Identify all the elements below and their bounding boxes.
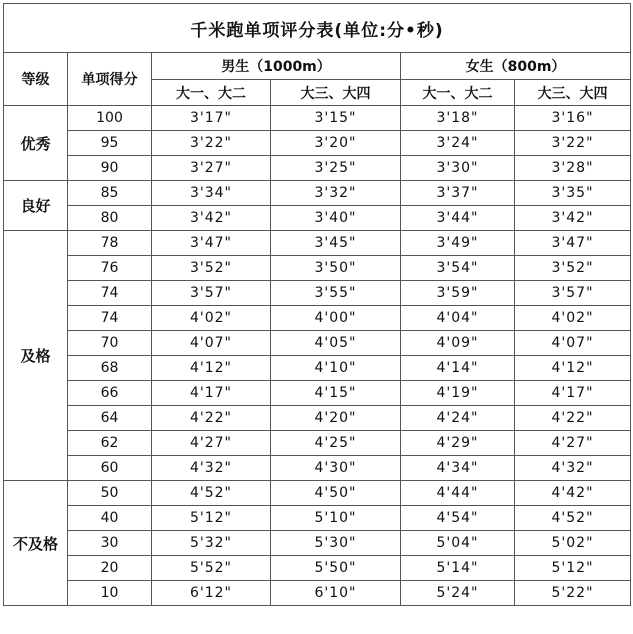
female-year12-time: 3'59" bbox=[401, 281, 515, 306]
male-year34-time: 5'10" bbox=[271, 506, 401, 531]
score-cell: 20 bbox=[68, 556, 152, 581]
male-year12-time: 4'17" bbox=[152, 381, 271, 406]
male-year34-time: 6'10" bbox=[271, 581, 401, 606]
score-header: 单项得分 bbox=[68, 53, 152, 106]
header-row-1 bbox=[4, 53, 631, 80]
table-row bbox=[4, 531, 631, 556]
male-year34-time: 3'20" bbox=[271, 131, 401, 156]
female-year34-time: 4'17" bbox=[515, 381, 631, 406]
male-year34-time: 3'15" bbox=[271, 106, 401, 131]
female-year12-time: 4'44" bbox=[401, 481, 515, 506]
female-year12-time: 4'34" bbox=[401, 456, 515, 481]
score-cell: 74 bbox=[68, 306, 152, 331]
male-year34-time: 3'32" bbox=[271, 181, 401, 206]
male-year12-time: 4'52" bbox=[152, 481, 271, 506]
score-cell: 50 bbox=[68, 481, 152, 506]
female-year34-time: 5'02" bbox=[515, 531, 631, 556]
table-row bbox=[4, 306, 631, 331]
female-year34-time: 5'22" bbox=[515, 581, 631, 606]
grade-cell: 及格 bbox=[4, 231, 68, 481]
female-year34-time: 3'52" bbox=[515, 256, 631, 281]
male-year12-time: 3'47" bbox=[152, 231, 271, 256]
grade-cell: 优秀 bbox=[4, 106, 68, 181]
table-row bbox=[4, 131, 631, 156]
grade-cell: 良好 bbox=[4, 181, 68, 231]
score-cell: 70 bbox=[68, 331, 152, 356]
male-year12-time: 3'22" bbox=[152, 131, 271, 156]
male-year34-time: 3'45" bbox=[271, 231, 401, 256]
female-year34-time: 3'35" bbox=[515, 181, 631, 206]
female-year12-time: 4'04" bbox=[401, 306, 515, 331]
male-year12-time: 3'17" bbox=[152, 106, 271, 131]
male-year12-time: 4'07" bbox=[152, 331, 271, 356]
female-year34-time: 4'22" bbox=[515, 406, 631, 431]
female-year12-time: 4'09" bbox=[401, 331, 515, 356]
score-cell: 95 bbox=[68, 131, 152, 156]
female-year12-time: 5'14" bbox=[401, 556, 515, 581]
score-cell: 66 bbox=[68, 381, 152, 406]
male-year12-time: 3'34" bbox=[152, 181, 271, 206]
score-cell: 90 bbox=[68, 156, 152, 181]
male-year34-header: 大三、大四 bbox=[271, 80, 401, 106]
female-year34-time: 4'02" bbox=[515, 306, 631, 331]
male-year34-time: 3'40" bbox=[271, 206, 401, 231]
female-year12-time: 4'54" bbox=[401, 506, 515, 531]
male-year12-time: 3'57" bbox=[152, 281, 271, 306]
male-year34-time: 5'50" bbox=[271, 556, 401, 581]
male-year34-time: 4'25" bbox=[271, 431, 401, 456]
female-year12-time: 4'19" bbox=[401, 381, 515, 406]
table-row bbox=[4, 231, 631, 256]
female-year34-time: 4'52" bbox=[515, 506, 631, 531]
table-row bbox=[4, 106, 631, 131]
score-cell: 62 bbox=[68, 431, 152, 456]
female-year12-time: 5'24" bbox=[401, 581, 515, 606]
female-year12-time: 4'14" bbox=[401, 356, 515, 381]
male-year12-time: 3'52" bbox=[152, 256, 271, 281]
score-cell: 30 bbox=[68, 531, 152, 556]
male-year34-time: 4'10" bbox=[271, 356, 401, 381]
title-row bbox=[4, 4, 631, 53]
score-cell: 80 bbox=[68, 206, 152, 231]
grade-header: 等级 bbox=[4, 53, 68, 106]
table-row bbox=[4, 156, 631, 181]
female-year12-time: 3'18" bbox=[401, 106, 515, 131]
male-year12-time: 3'27" bbox=[152, 156, 271, 181]
table-row bbox=[4, 206, 631, 231]
score-cell: 10 bbox=[68, 581, 152, 606]
score-cell: 40 bbox=[68, 506, 152, 531]
table-row bbox=[4, 181, 631, 206]
table-row bbox=[4, 381, 631, 406]
female-year12-time: 4'24" bbox=[401, 406, 515, 431]
male-year12-time: 3'42" bbox=[152, 206, 271, 231]
female-year34-time: 4'42" bbox=[515, 481, 631, 506]
table-row bbox=[4, 431, 631, 456]
female-year12-time: 3'30" bbox=[401, 156, 515, 181]
table-row bbox=[4, 556, 631, 581]
male-year34-time: 4'00" bbox=[271, 306, 401, 331]
male-year12-time: 4'27" bbox=[152, 431, 271, 456]
female-year34-time: 5'12" bbox=[515, 556, 631, 581]
table-row bbox=[4, 406, 631, 431]
female-year34-time: 3'57" bbox=[515, 281, 631, 306]
female-year12-time: 3'24" bbox=[401, 131, 515, 156]
male-year34-time: 5'30" bbox=[271, 531, 401, 556]
table-row bbox=[4, 581, 631, 606]
female-year34-time: 4'07" bbox=[515, 331, 631, 356]
score-cell: 76 bbox=[68, 256, 152, 281]
female-year12-time: 4'29" bbox=[401, 431, 515, 456]
female-header: 女生（800m） bbox=[401, 53, 631, 80]
male-year12-time: 4'32" bbox=[152, 456, 271, 481]
female-year12-header: 大一、大二 bbox=[401, 80, 515, 106]
female-year12-time: 3'54" bbox=[401, 256, 515, 281]
male-year34-time: 3'25" bbox=[271, 156, 401, 181]
table-row bbox=[4, 506, 631, 531]
table-row bbox=[4, 256, 631, 281]
female-year34-time: 3'42" bbox=[515, 206, 631, 231]
male-year34-time: 4'05" bbox=[271, 331, 401, 356]
score-cell: 68 bbox=[68, 356, 152, 381]
female-year34-time: 4'12" bbox=[515, 356, 631, 381]
table-row bbox=[4, 356, 631, 381]
male-year12-time: 5'52" bbox=[152, 556, 271, 581]
table-title: 千米跑单项评分表(单位:分•秒) bbox=[4, 4, 631, 53]
male-year34-time: 4'20" bbox=[271, 406, 401, 431]
male-year12-time: 4'12" bbox=[152, 356, 271, 381]
female-year12-time: 3'37" bbox=[401, 181, 515, 206]
grade-cell: 不及格 bbox=[4, 481, 68, 606]
score-cell: 100 bbox=[68, 106, 152, 131]
female-year12-time: 3'49" bbox=[401, 231, 515, 256]
male-year12-time: 5'32" bbox=[152, 531, 271, 556]
female-year12-time: 5'04" bbox=[401, 531, 515, 556]
female-year34-header: 大三、大四 bbox=[515, 80, 631, 106]
female-year34-time: 3'47" bbox=[515, 231, 631, 256]
table-row bbox=[4, 331, 631, 356]
female-year34-time: 3'22" bbox=[515, 131, 631, 156]
female-year34-time: 4'32" bbox=[515, 456, 631, 481]
male-year12-time: 5'12" bbox=[152, 506, 271, 531]
table-row bbox=[4, 481, 631, 506]
table-body bbox=[4, 106, 631, 606]
female-year34-time: 3'16" bbox=[515, 106, 631, 131]
female-year34-time: 4'27" bbox=[515, 431, 631, 456]
male-year12-time: 4'22" bbox=[152, 406, 271, 431]
score-cell: 85 bbox=[68, 181, 152, 206]
score-cell: 74 bbox=[68, 281, 152, 306]
male-year34-time: 4'30" bbox=[271, 456, 401, 481]
male-year12-time: 4'02" bbox=[152, 306, 271, 331]
male-year34-time: 3'55" bbox=[271, 281, 401, 306]
female-year34-time: 3'28" bbox=[515, 156, 631, 181]
female-year12-time: 3'44" bbox=[401, 206, 515, 231]
male-year12-time: 6'12" bbox=[152, 581, 271, 606]
table-row bbox=[4, 281, 631, 306]
score-cell: 64 bbox=[68, 406, 152, 431]
table-row bbox=[4, 456, 631, 481]
score-cell: 60 bbox=[68, 456, 152, 481]
male-year34-time: 3'50" bbox=[271, 256, 401, 281]
scoring-table bbox=[3, 3, 631, 606]
male-year34-time: 4'15" bbox=[271, 381, 401, 406]
male-year34-time: 4'50" bbox=[271, 481, 401, 506]
male-year12-header: 大一、大二 bbox=[152, 80, 271, 106]
male-header: 男生（1000m） bbox=[152, 53, 401, 80]
score-cell: 78 bbox=[68, 231, 152, 256]
